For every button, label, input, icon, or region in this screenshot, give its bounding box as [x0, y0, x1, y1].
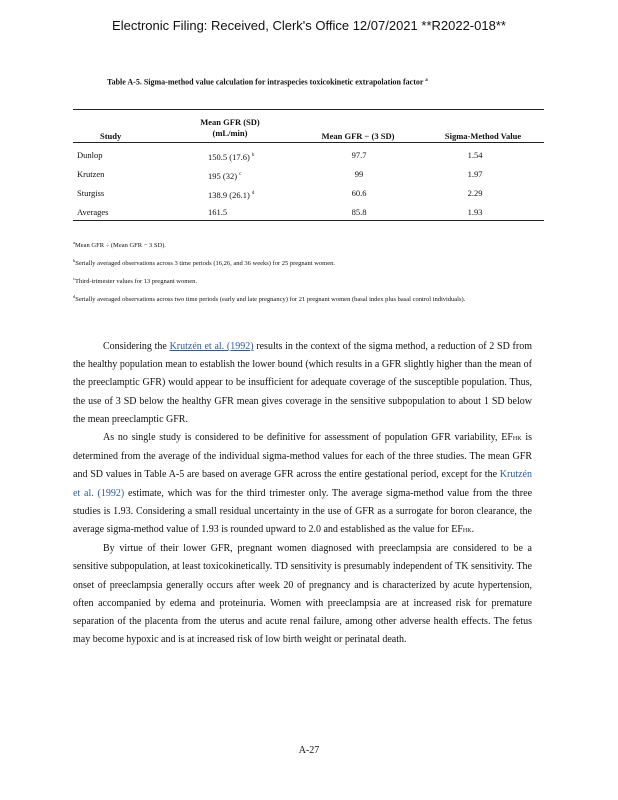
- text-run: is determined from the average of the individual sigma-method values for each of the three studies. The mean GFR and SD values in Table A-5 are based on average GFR across the entire gestational period, except for the: [73, 432, 533, 481]
- header-study: Study: [100, 131, 122, 141]
- header-sigma-method: Sigma-Method Value: [444, 131, 522, 141]
- cell-sigma: 2.29: [467, 188, 483, 198]
- citation-link-krutzen[interactable]: Krutzén et al. (1992): [169, 341, 254, 352]
- header-mean-gfr-line1: Mean GFR (SD): [200, 117, 260, 127]
- footnote-mark: d: [73, 294, 76, 300]
- filing-header: Electronic Filing: Received, Clerk's Office 12/07/2021 **R2022-018**: [112, 18, 506, 33]
- table-bottom-rule: [73, 220, 544, 221]
- cell-study: Dunlop: [77, 150, 103, 160]
- footnote: [73, 271, 543, 289]
- cell-sigma: 1.54: [467, 150, 483, 160]
- cell-gfr-value: 195 (32): [208, 170, 238, 181]
- table-caption-text: Table A-5. Sigma-method value calculation for intraspecies toxicokinetic extrapolation factor: [107, 77, 424, 87]
- cell-footnote-mark: c: [239, 172, 242, 177]
- table-top-rule: [73, 109, 544, 110]
- footnote: [73, 289, 543, 307]
- cell-mean-minus: 97.7: [351, 150, 367, 160]
- cell-footnote-mark: b: [251, 153, 255, 158]
- cell-gfr-value: 150.5 (17.6): [208, 151, 250, 162]
- text-run: results in the context of the sigma method, a reduction of 2 SD from the healthy population mean to establish the lower bound (which results in a GFR slightly higher than the mean of the preeclamptic GFR) would appear to be insufficient for adequate coverage of the susceptible population. Thus, the use of 3 SD below the healthy GFR mean gives coverage in the sensitive subpopulation to about 1 SD below the mean preeclamptic GFR.: [73, 341, 532, 425]
- cell-mean-minus: 85.8: [351, 207, 367, 217]
- page-number: A-27: [298, 745, 320, 756]
- header-mean-minus-3sd: Mean GFR − (3 SD): [321, 131, 395, 141]
- header-mean-gfr-line2: (mL/min): [212, 128, 248, 138]
- paragraph: [73, 429, 532, 540]
- caption-footnote-mark: a: [425, 78, 428, 83]
- table-caption: [107, 74, 507, 90]
- subscript: HK: [462, 528, 472, 535]
- paragraph: [73, 338, 532, 429]
- cell-gfr: [208, 150, 254, 163]
- text-run: estimate, which was for the third trimester only. The average sigma-method value from the three studies is 1.93. Considering a small residual uncertainty in the use of GFR as a surrogate for boron clearance, the average sigma-method value of 1.93 is rounded upward to 2.0 and established as the value for EF: [73, 487, 533, 536]
- cell-mean-minus: 60.6: [351, 188, 367, 198]
- cell-study: Averages: [77, 207, 109, 217]
- cell-study: Sturgiss: [77, 188, 105, 198]
- footnote-text: Third-trimester values for 13 pregnant women.: [75, 278, 198, 286]
- text-run: .: [471, 524, 475, 536]
- header-mean-gfr: [190, 117, 270, 139]
- table-footnotes: [73, 235, 543, 308]
- cell-sigma: 1.97: [467, 169, 483, 179]
- paragraph: By virtue of their lower GFR, pregnant women diagnosed with preeclampsia are considered to be a sensitive subpopulation, at least toxicokinetically. TD sensitivity is presumably independent of TK sensitivity. The onset of preeclampsia generally occurs after week 20 of pregnancy and is characterized by acute hypertension, often accompanied by edema and proteinuria. Women with preeclampsia are at increased risk for premature separation of the placenta from the uterus and acute renal failure, among other adverse health effects. The fetus may become hypoxic and is at increased risk of low birth weight or perinatal death.: [73, 543, 532, 646]
- footnote: [73, 235, 543, 253]
- footnote: [73, 253, 543, 271]
- body-text: [73, 338, 532, 649]
- table-header-rule: [73, 142, 544, 143]
- footnote-mark: b: [73, 258, 76, 264]
- text-run: As no single study is considered to be definitive for assessment of population GFR variability, EF: [103, 432, 513, 444]
- footnote-text: Mean GFR ÷ (Mean GFR − 3 SD).: [75, 242, 167, 250]
- cell-footnote-mark: d: [251, 191, 255, 196]
- cell-gfr-value: 138.9 (26.1): [208, 189, 250, 200]
- citation-link-krutzen[interactable]: Krutzén et al. (1992): [73, 469, 532, 499]
- cell-sigma: 1.93: [467, 207, 483, 217]
- subscript: HK: [512, 436, 522, 443]
- cell-gfr: [208, 188, 254, 201]
- text-run: Considering the: [103, 341, 170, 352]
- footnote-text: Serially averaged observations across two time periods (early and late pregnancy) for 21 pregnant women (basal index plus basal control individuals).: [75, 296, 466, 304]
- footnote-mark: c: [73, 276, 75, 282]
- footnote-mark: a: [73, 240, 75, 245]
- cell-mean-minus: 99: [354, 169, 364, 179]
- cell-gfr: 161.5: [208, 207, 228, 217]
- footnote-text: Serially averaged observations across 3 time periods (16,26, and 36 weeks) for 25 pregnant women.: [75, 260, 335, 268]
- cell-gfr: [208, 169, 241, 182]
- cell-study: Krutzen: [77, 169, 105, 179]
